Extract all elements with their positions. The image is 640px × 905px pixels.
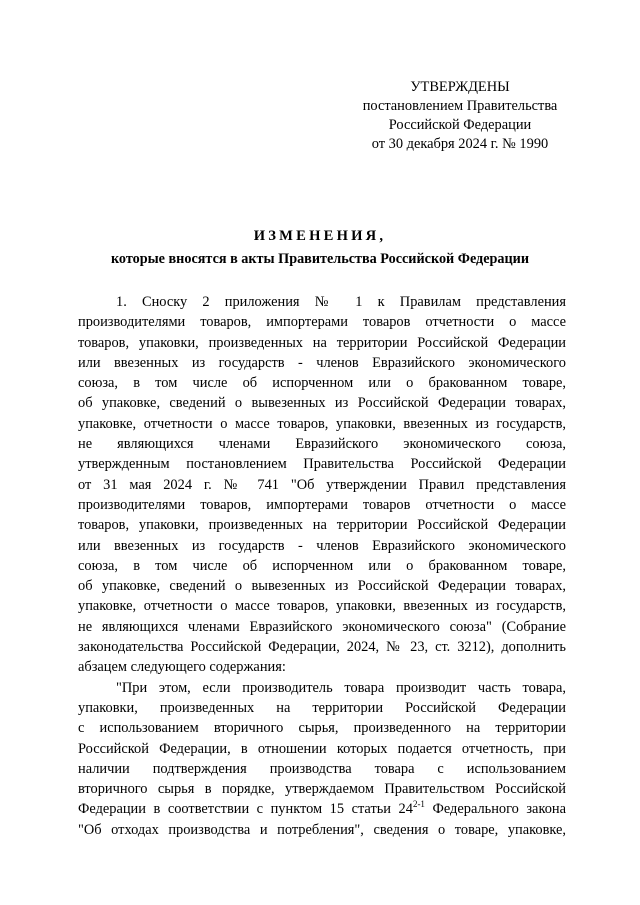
text-line: или ввезенных из государств - членов Евразийского экономического [78, 537, 566, 554]
text-line: Российской Федерации, в отношении которых подается отчетность, при [78, 740, 566, 757]
text-segment: Федерации в соответствии с пунктом 15 статьи 24 [78, 801, 413, 818]
text-line: производителями товаров, импортерами товаров отчетности о массе [78, 496, 566, 513]
text-line: наличии подтверждения производства товара с использованием [78, 760, 566, 777]
text-line: упаковке, отчетности о массе товаров, упаковки, ввезенных из государств, [78, 415, 566, 432]
text-line: утвержденным постановлением Правительства Российской Федерации [78, 456, 566, 473]
paragraph-1 [78, 292, 566, 678]
document-body [78, 292, 566, 840]
text-line: об упаковке, сведений о вывезенных из Российской Федерации товарах, [78, 578, 566, 595]
text-line: от 31 мая 2024 г. № 741 "Об утверждении Правил представления [78, 476, 566, 493]
text-line: товаров, упаковки, произведенных на территории Российской Федерации [78, 517, 566, 534]
text-line: не являющихся членами Евразийского экономического союза, [78, 436, 566, 453]
text-line: не являющихся членами Евразийского экономического союза" (Собрание [78, 618, 566, 635]
text-line: товаров, упаковки, произведенных на территории Российской Федерации [78, 334, 566, 351]
text-line: упаковке, отчетности о массе товаров, упаковки, ввезенных из государств, [78, 598, 566, 615]
text-line: с использованием вторичного сырья, произведенного на территории [78, 720, 566, 737]
approval-title: УТВЕРЖДЕНЫ [410, 79, 510, 95]
approval-line: Российской Федерации [388, 117, 532, 133]
approval-date: от 30 декабря 2024 г. № 1990 [371, 136, 549, 152]
approval-line: постановлением Правительства [362, 98, 558, 114]
text-line: союза, в том числе об испорченном или о бракованном товаре, [78, 375, 566, 392]
document-subtitle: которые вносятся в акты Правительства Российской Федерации [110, 251, 530, 267]
text-line: 1. Сноску 2 приложения № 1 к Правилам представления [116, 294, 566, 310]
text-line: или ввезенных из государств - членов Евразийского экономического [78, 354, 566, 371]
text-line: "Об отходах производства и потребления", сведения о товаре, упаковке, [78, 821, 566, 838]
document-title: ИЗМЕНЕНИЯ, [253, 228, 387, 244]
text-line: союза, в том числе об испорченном или о бракованном товаре, [78, 557, 566, 574]
paragraph-2 [78, 678, 566, 840]
text-line: "При этом, если производитель товара производит часть товара, [116, 679, 566, 696]
text-line: вторичного сырья в порядке, утверждаемом Правительством Российской [78, 781, 566, 798]
text-line: законодательства Российской Федерации, 2024, № 23, ст. 3212), дополнить [78, 639, 566, 656]
text-line: абзацем следующего содержания: [78, 659, 286, 676]
text-line [78, 799, 566, 819]
article-superscript: 2-1 [412, 799, 425, 810]
text-line: производителями товаров, импортерами товаров отчетности о массе [78, 314, 566, 331]
approval-stamp [340, 78, 580, 154]
text-line: об упаковке, сведений о вывезенных из Российской Федерации товарах, [78, 395, 566, 412]
text-line: упаковки, произведенных на территории Российской Федерации [78, 699, 566, 716]
text-segment: Федерального закона [424, 801, 566, 818]
